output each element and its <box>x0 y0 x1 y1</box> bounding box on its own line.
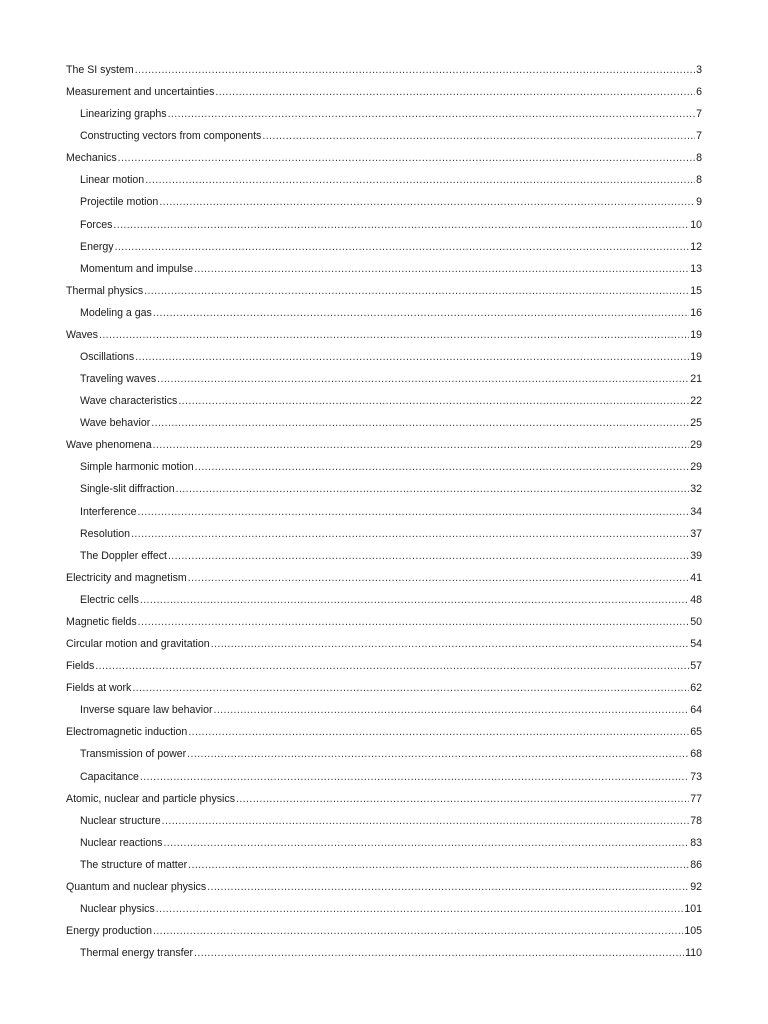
toc-entry[interactable] <box>66 743 702 765</box>
toc-entry[interactable] <box>66 280 702 302</box>
toc-dot-leader <box>131 523 689 545</box>
toc-entry-title: Nuclear reactions <box>80 836 163 849</box>
toc-entry-title: Inverse square law behavior <box>80 704 213 717</box>
toc-dot-leader <box>118 147 695 169</box>
toc-entry[interactable] <box>66 103 702 125</box>
toc-dot-leader <box>163 832 689 854</box>
toc-entry-title: Wave behavior <box>80 417 151 430</box>
toc-dot-leader <box>159 191 695 213</box>
toc-dot-leader <box>262 125 695 147</box>
toc-entry-title: Electromagnetic induction <box>66 726 188 739</box>
toc-dot-leader <box>138 611 690 633</box>
toc-entry-page-number: 62 <box>690 682 702 695</box>
toc-dot-leader <box>144 280 689 302</box>
toc-entry[interactable] <box>66 876 702 898</box>
toc-entry[interactable] <box>66 214 702 236</box>
toc-entry-page-number: 77 <box>690 792 702 805</box>
toc-entry-title: Forces <box>80 218 113 231</box>
toc-dot-leader <box>157 368 689 390</box>
toc-entry-page-number: 54 <box>690 638 702 651</box>
toc-dot-leader <box>135 346 689 368</box>
toc-entry-page-number: 34 <box>690 505 702 518</box>
toc-entry[interactable] <box>66 258 702 280</box>
toc-entry-title: Wave characteristics <box>80 395 178 408</box>
toc-dot-leader <box>168 545 689 567</box>
toc-dot-leader <box>194 942 684 964</box>
toc-entry-page-number: 8 <box>696 152 702 165</box>
toc-dot-leader <box>113 214 689 236</box>
toc-entry-title: Single-slit diffraction <box>80 483 175 496</box>
toc-dot-leader <box>176 478 690 500</box>
toc-entry-page-number: 7 <box>696 130 702 143</box>
toc-entry-title: Electricity and magnetism <box>66 571 187 584</box>
toc-dot-leader <box>138 501 690 523</box>
toc-entry-page-number: 64 <box>690 704 702 717</box>
toc-entry[interactable] <box>66 677 702 699</box>
toc-entry[interactable] <box>66 523 702 545</box>
toc-dot-leader <box>145 169 695 191</box>
toc-entry[interactable] <box>66 412 702 434</box>
toc-entry[interactable] <box>66 191 702 213</box>
toc-entry-page-number: 65 <box>690 726 702 739</box>
toc-dot-leader <box>215 81 695 103</box>
toc-entry-title: Energy production <box>66 925 152 938</box>
toc-entry[interactable] <box>66 611 702 633</box>
toc-entry-page-number: 37 <box>690 527 702 540</box>
toc-dot-leader <box>153 920 683 942</box>
toc-entry[interactable] <box>66 302 702 324</box>
toc-entry[interactable] <box>66 721 702 743</box>
toc-entry[interactable] <box>66 59 702 81</box>
toc-entry-page-number: 86 <box>690 858 702 871</box>
toc-entry[interactable] <box>66 788 702 810</box>
toc-entry[interactable] <box>66 633 702 655</box>
toc-dot-leader <box>95 655 689 677</box>
toc-entry-title: Magnetic fields <box>66 615 137 628</box>
toc-entry[interactable] <box>66 147 702 169</box>
toc-dot-leader <box>236 788 689 810</box>
toc-entry-page-number: 110 <box>685 947 702 960</box>
toc-entry[interactable] <box>66 942 702 964</box>
toc-dot-leader <box>151 412 689 434</box>
toc-entry-title: Nuclear structure <box>80 814 161 827</box>
toc-entry-title: Electric cells <box>80 593 139 606</box>
toc-entry-page-number: 50 <box>690 615 702 628</box>
toc-entry-title: Modeling a gas <box>80 306 152 319</box>
toc-entry-title: Constructing vectors from components <box>80 130 262 143</box>
toc-entry-page-number: 12 <box>690 240 702 253</box>
toc-dot-leader <box>115 236 690 258</box>
toc-entry-page-number: 48 <box>690 593 702 606</box>
table-of-contents <box>66 59 702 964</box>
toc-entry[interactable] <box>66 390 702 412</box>
toc-entry-title: Projectile motion <box>80 196 159 209</box>
toc-entry-page-number: 105 <box>684 925 702 938</box>
toc-entry[interactable] <box>66 545 702 567</box>
toc-entry-title: Thermal energy transfer <box>80 947 194 960</box>
toc-entry-page-number: 6 <box>696 86 702 99</box>
toc-entry-page-number: 16 <box>690 306 702 319</box>
toc-entry-page-number: 29 <box>690 439 702 452</box>
toc-entry-title: Waves <box>66 328 98 341</box>
toc-entry-title: Interference <box>80 505 137 518</box>
toc-entry-page-number: 78 <box>690 814 702 827</box>
toc-entry-title: Momentum and impulse <box>80 262 194 275</box>
toc-entry-title: Transmission of power <box>80 748 187 761</box>
toc-dot-leader <box>178 390 689 412</box>
toc-entry-page-number: 3 <box>696 64 702 76</box>
toc-dot-leader <box>194 258 689 280</box>
toc-entry-title: Simple harmonic motion <box>80 461 194 474</box>
toc-dot-leader <box>153 302 689 324</box>
toc-dot-leader <box>188 567 690 589</box>
toc-entry-page-number: 19 <box>690 328 702 341</box>
toc-dot-leader <box>211 633 690 655</box>
toc-entry-page-number: 73 <box>690 770 702 783</box>
toc-entry-page-number: 41 <box>690 571 702 584</box>
toc-entry-title: Energy <box>80 240 114 253</box>
toc-entry[interactable] <box>66 920 702 942</box>
toc-entry[interactable] <box>66 501 702 523</box>
toc-entry-title: The structure of matter <box>80 858 188 871</box>
toc-entry-page-number: 9 <box>696 196 702 209</box>
toc-entry[interactable] <box>66 567 702 589</box>
toc-dot-leader <box>99 324 689 346</box>
toc-entry[interactable] <box>66 478 702 500</box>
toc-dot-leader <box>156 898 684 920</box>
toc-entry-page-number: 68 <box>690 748 702 761</box>
toc-dot-leader <box>187 743 689 765</box>
toc-entry-title: Oscillations <box>80 351 135 364</box>
toc-entry[interactable] <box>66 456 702 478</box>
toc-entry-page-number: 57 <box>690 660 702 673</box>
toc-entry[interactable] <box>66 699 702 721</box>
toc-entry-title: Measurement and uncertainties <box>66 86 215 99</box>
toc-dot-leader <box>135 59 695 81</box>
toc-entry-page-number: 8 <box>696 174 702 187</box>
toc-entry-title: Capacitance <box>80 770 139 783</box>
toc-entry-page-number: 25 <box>690 417 702 430</box>
toc-dot-leader <box>188 721 689 743</box>
toc-entry[interactable] <box>66 346 702 368</box>
toc-dot-leader <box>162 810 690 832</box>
toc-entry-title: Thermal physics <box>66 284 144 297</box>
toc-entry-title: Circular motion and gravitation <box>66 638 210 651</box>
toc-entry-page-number: 39 <box>690 549 702 562</box>
toc-entry-page-number: 13 <box>690 262 702 275</box>
toc-entry-title: Atomic, nuclear and particle physics <box>66 792 235 805</box>
toc-entry-page-number: 29 <box>690 461 702 474</box>
toc-entry-page-number: 22 <box>690 395 702 408</box>
toc-entry-title: The SI system <box>66 64 134 76</box>
toc-dot-leader <box>153 434 690 456</box>
toc-dot-leader <box>207 876 689 898</box>
toc-entry-title: Quantum and nuclear physics <box>66 880 207 893</box>
toc-entry-page-number: 32 <box>690 483 702 496</box>
toc-entry-page-number: 19 <box>690 351 702 364</box>
toc-entry-title: Fields at work <box>66 682 132 695</box>
toc-entry-page-number: 15 <box>690 284 702 297</box>
toc-entry-page-number: 92 <box>690 880 702 893</box>
toc-entry-page-number: 101 <box>684 902 702 915</box>
toc-entry-title: Linear motion <box>80 174 145 187</box>
toc-entry[interactable] <box>66 832 702 854</box>
toc-entry[interactable] <box>66 655 702 677</box>
toc-dot-leader <box>140 766 689 788</box>
toc-entry-page-number: 21 <box>690 373 702 386</box>
toc-entry-title: Nuclear physics <box>80 902 155 915</box>
toc-entry-page-number: 10 <box>690 218 702 231</box>
toc-entry-title: Fields <box>66 660 95 673</box>
toc-dot-leader <box>168 103 696 125</box>
toc-entry-title: Traveling waves <box>80 373 157 386</box>
toc-entry-title: Wave phenomena <box>66 439 152 452</box>
toc-entry[interactable] <box>66 125 702 147</box>
toc-entry[interactable] <box>66 169 702 191</box>
toc-entry[interactable] <box>66 898 702 920</box>
toc-entry[interactable] <box>66 434 702 456</box>
toc-entry-page-number: 7 <box>696 108 702 121</box>
toc-dot-leader <box>132 677 689 699</box>
toc-entry[interactable] <box>66 589 702 611</box>
toc-entry[interactable] <box>66 854 702 876</box>
toc-dot-leader <box>195 456 690 478</box>
toc-dot-leader <box>188 854 689 876</box>
toc-entry-page-number: 83 <box>690 836 702 849</box>
toc-entry-title: Resolution <box>80 527 131 540</box>
toc-dot-leader <box>140 589 689 611</box>
toc-entry[interactable] <box>66 324 702 346</box>
toc-entry-title: Linearizing graphs <box>80 108 167 121</box>
toc-dot-leader <box>214 699 690 721</box>
toc-entry[interactable] <box>66 766 702 788</box>
toc-entry[interactable] <box>66 368 702 390</box>
toc-entry-title: The Doppler effect <box>80 549 167 562</box>
toc-entry[interactable] <box>66 236 702 258</box>
toc-entry[interactable] <box>66 81 702 103</box>
toc-entry-title: Mechanics <box>66 152 117 165</box>
toc-entry[interactable] <box>66 810 702 832</box>
